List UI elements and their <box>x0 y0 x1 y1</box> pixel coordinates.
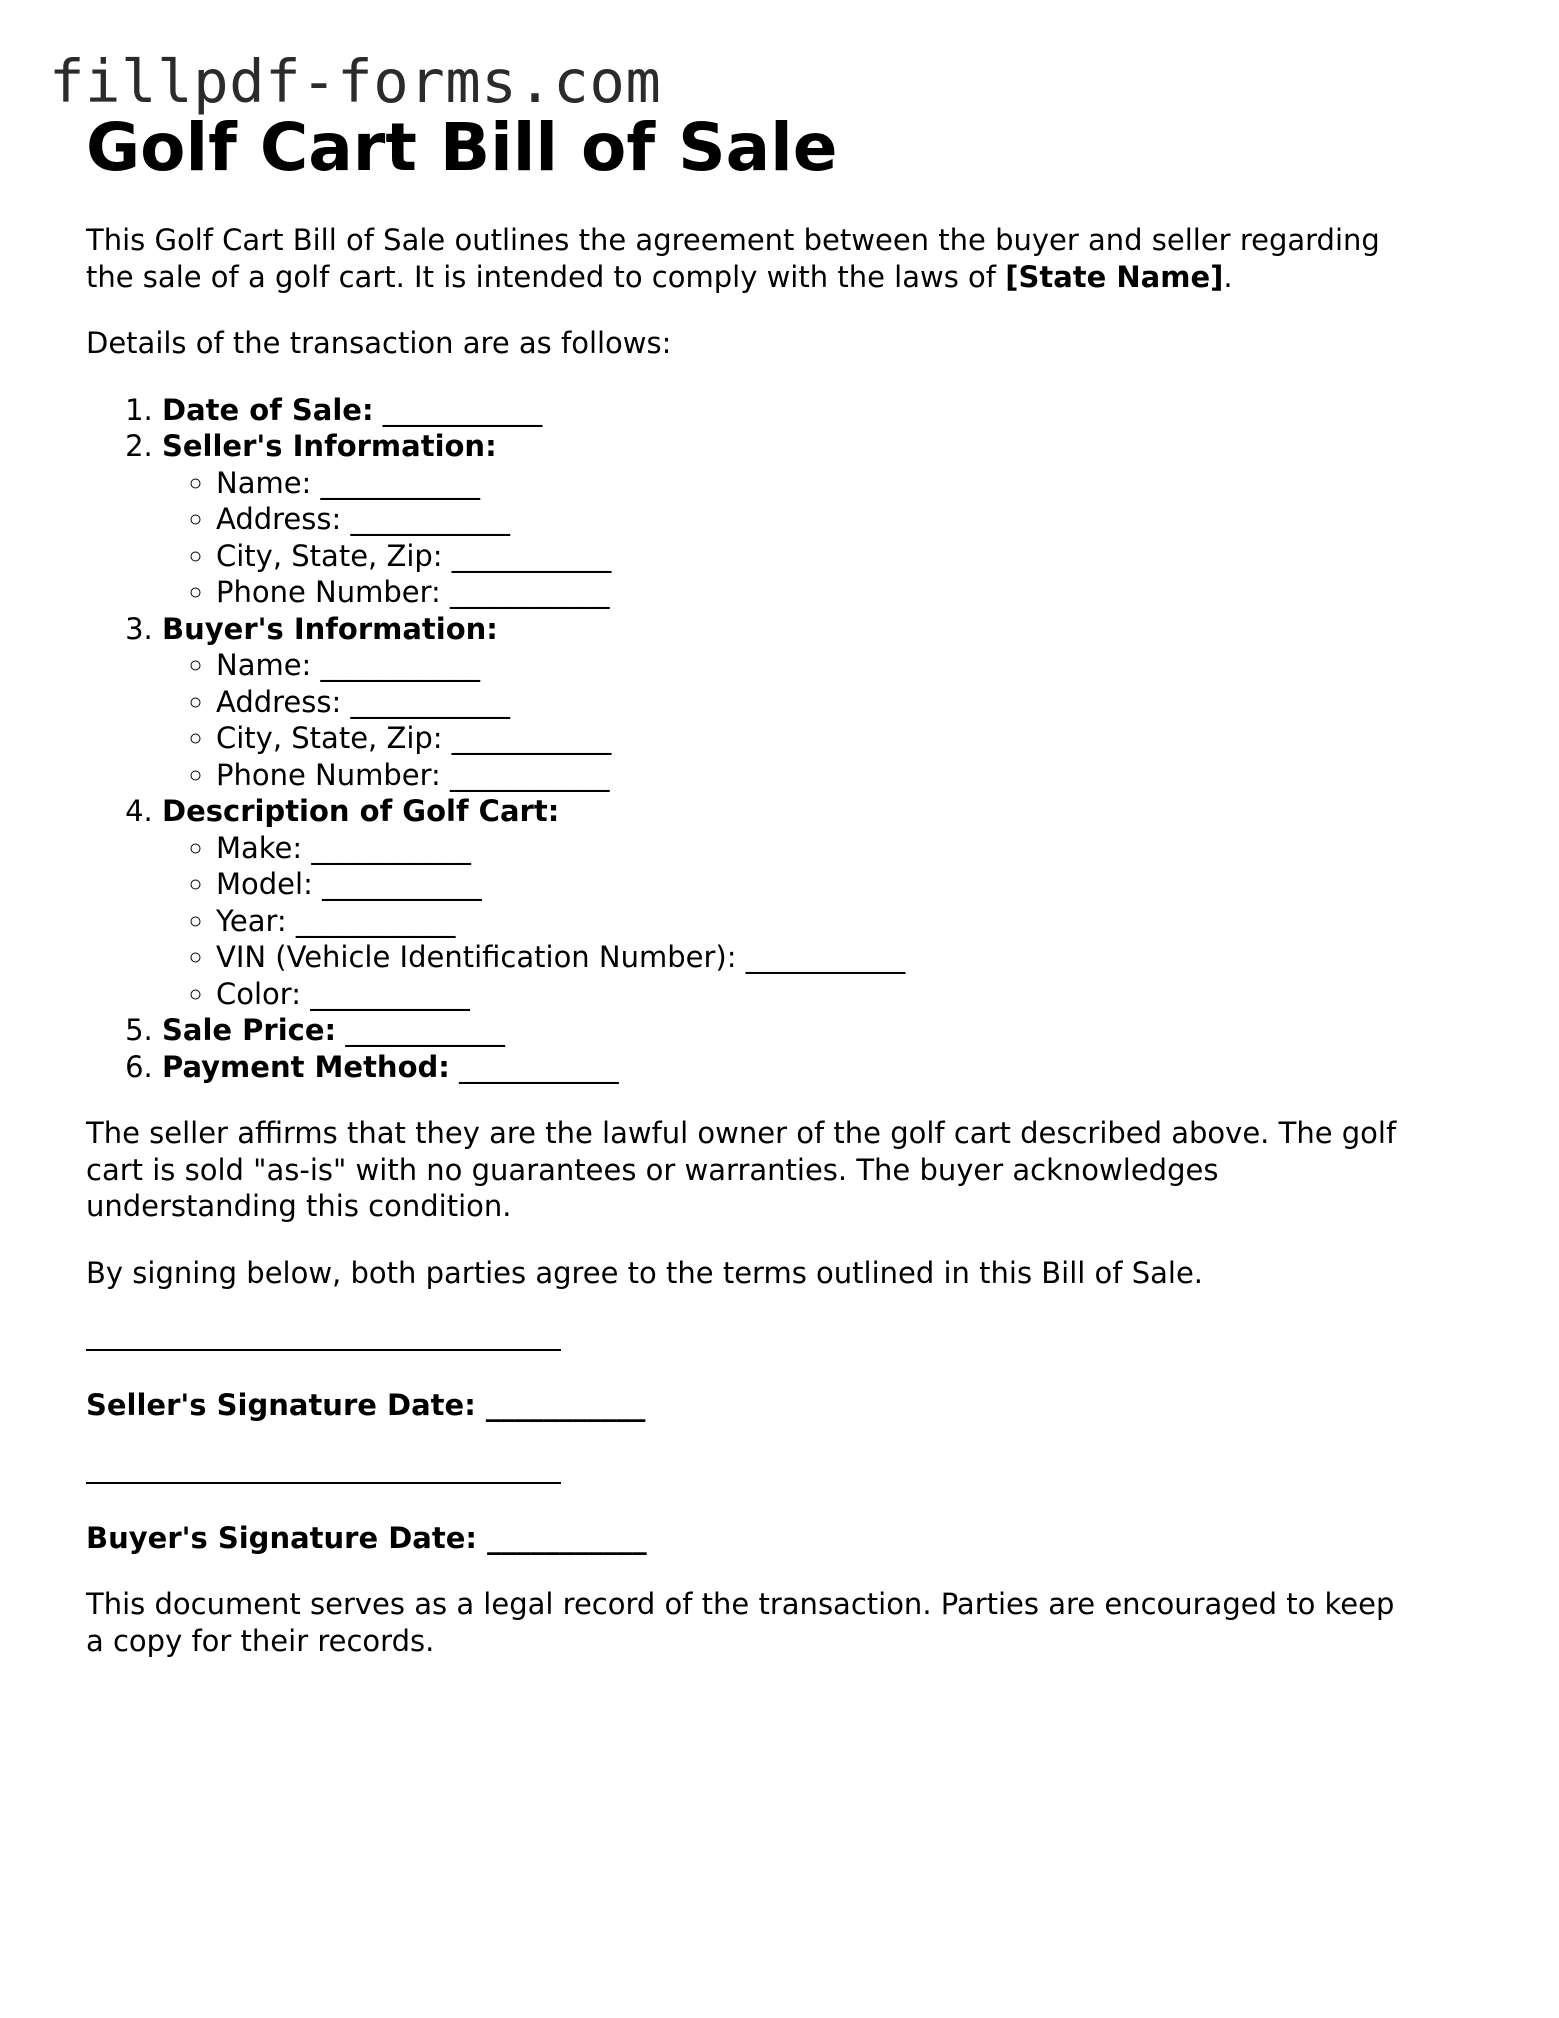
seller-address-label: Address: <box>216 502 342 536</box>
as-is-paragraph: The seller affirms that they are the lawful owner of the golf cart described above. The golf cart is sold "as-is" with no guarantees or warranties. The buyer acknowledges understanding this condition. <box>86 1116 1397 1223</box>
list-item-sale-price <box>162 1012 1486 1049</box>
buyer-address-field <box>216 684 1486 721</box>
seller-name-field <box>216 465 1486 502</box>
seller-name-label: Name: <box>216 465 312 500</box>
buyer-city-label: City, State, Zip: <box>216 721 443 755</box>
seller-signature-date-label: Seller's Signature Date: <box>86 1388 476 1422</box>
agreement-paragraph: By signing below, both parties agree to the terms outlined in this Bill of Sale. <box>86 1255 1204 1290</box>
legal-record-paragraph: This document serves as a legal record of the transaction. Parties are encouraged to keep a copy for their records. <box>86 1587 1395 1658</box>
state-name-placeholder: [State Name] <box>1005 259 1224 294</box>
cart-year-field <box>216 903 1486 940</box>
document-title: Golf Cart Bill of Sale <box>86 109 838 186</box>
buyer-name-field <box>216 647 1486 684</box>
list-item-buyer-info <box>162 611 1486 794</box>
details-list <box>86 392 1486 1086</box>
sale-price-blank[interactable]: ___________ <box>345 1013 505 1047</box>
cart-year-blank[interactable]: ___________ <box>295 903 456 938</box>
cart-vin-blank[interactable]: ___________ <box>745 940 906 974</box>
cart-make-blank[interactable]: ___________ <box>311 830 471 865</box>
date-of-sale-label: Date of Sale: <box>162 392 374 427</box>
buyer-address-blank[interactable]: ___________ <box>350 684 510 719</box>
cart-color-label: Color: <box>216 976 301 1011</box>
cart-model-field <box>216 866 1486 903</box>
buyer-info-heading: Buyer's Information: <box>162 611 498 646</box>
seller-address-blank[interactable]: ___________ <box>350 502 510 536</box>
buyer-signature-date <box>86 1520 1486 1557</box>
intro-end: . <box>1223 259 1233 294</box>
cart-color-blank[interactable]: ___________ <box>310 976 470 1011</box>
seller-phone-field <box>216 574 1486 611</box>
seller-fields <box>162 465 1486 611</box>
intro-paragraph <box>86 222 1486 295</box>
buyer-city-field <box>216 720 1486 757</box>
buyer-name-blank[interactable]: ___________ <box>320 648 481 682</box>
cart-model-blank[interactable]: ___________ <box>322 867 482 901</box>
buyer-phone-field <box>216 757 1486 794</box>
cart-vin-field <box>216 939 1486 976</box>
seller-address-field <box>216 501 1486 538</box>
buyer-phone-blank[interactable]: ___________ <box>450 757 610 792</box>
seller-phone-label: Phone Number: <box>216 575 441 609</box>
seller-signature-line[interactable] <box>86 1321 1486 1357</box>
description-heading: Description of Golf Cart: <box>162 794 560 828</box>
details-intro: Details of the transaction are as follows: <box>86 326 672 360</box>
document-body <box>86 222 1486 1689</box>
list-item-payment-method <box>162 1049 1486 1086</box>
buyer-fields <box>162 647 1486 793</box>
seller-city-label: City, State, Zip: <box>216 538 443 573</box>
watermark: fillpdf-forms.com <box>49 47 662 116</box>
seller-signature-date <box>86 1387 1486 1424</box>
payment-method-blank[interactable]: ___________ <box>459 1049 619 1084</box>
seller-name-blank[interactable]: ___________ <box>320 465 481 500</box>
buyer-phone-label: Phone Number: <box>216 757 441 792</box>
cart-year-label: Year: <box>216 903 287 938</box>
payment-method-label: Payment Method: <box>162 1049 450 1084</box>
buyer-signature-date-blank[interactable]: ___________ <box>487 1520 647 1555</box>
cart-color-field <box>216 976 1486 1013</box>
seller-info-heading: Seller's Information: <box>162 429 497 463</box>
buyer-city-blank[interactable]: ___________ <box>451 721 612 755</box>
seller-signature-date-blank[interactable]: ___________ <box>485 1388 646 1422</box>
cart-make-field <box>216 830 1486 867</box>
buyer-signature-underline <box>86 1454 561 1484</box>
buyer-name-label: Name: <box>216 648 312 682</box>
cart-vin-label: VIN (Vehicle Identification Number): <box>216 940 737 974</box>
seller-phone-blank[interactable]: ___________ <box>450 575 610 609</box>
cart-model-label: Model: <box>216 867 313 901</box>
seller-city-field <box>216 538 1486 575</box>
intro-text: This Golf Cart Bill of Sale outlines the agreement between the buyer and seller regarding the sale of a golf cart. It is intended to comply with the laws of <box>86 223 1380 294</box>
seller-signature-underline <box>86 1321 561 1351</box>
cart-fields <box>162 830 1486 1013</box>
list-item-date-of-sale <box>162 392 1486 429</box>
seller-city-blank[interactable]: ___________ <box>451 538 612 573</box>
list-item-seller-info <box>162 428 1486 611</box>
buyer-address-label: Address: <box>216 684 342 719</box>
buyer-signature-line[interactable] <box>86 1454 1486 1490</box>
list-item-description <box>162 793 1486 1012</box>
buyer-signature-date-label: Buyer's Signature Date: <box>86 1520 478 1555</box>
cart-make-label: Make: <box>216 830 303 865</box>
sale-price-label: Sale Price: <box>162 1013 337 1047</box>
date-of-sale-blank[interactable]: ___________ <box>382 392 543 427</box>
